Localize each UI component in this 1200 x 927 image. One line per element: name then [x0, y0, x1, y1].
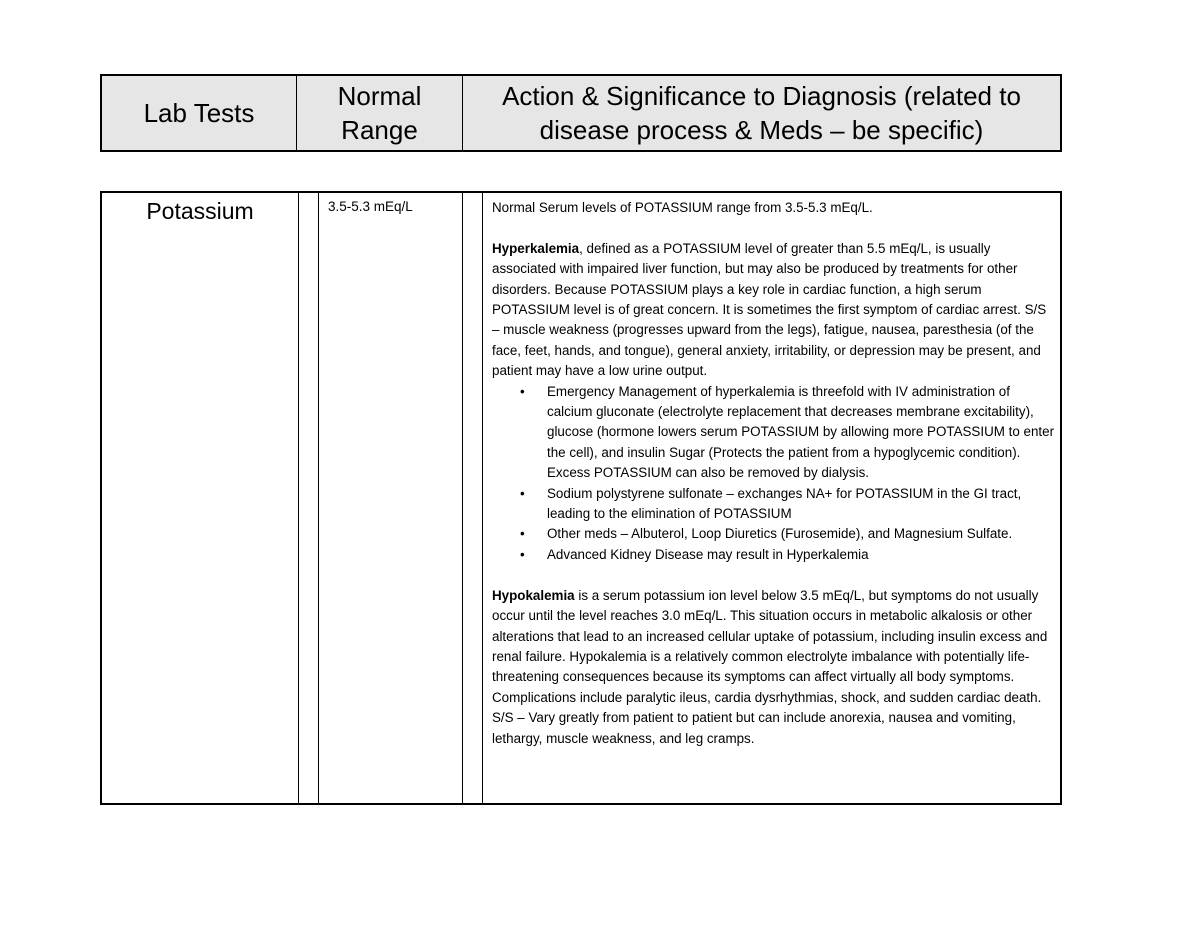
bullet-icon: •: [520, 485, 525, 501]
list-item: [520, 484, 1057, 525]
column-divider: [462, 193, 463, 803]
header-action-line2: disease process & Meds – be specific): [539, 115, 984, 145]
list-item-text: Advanced Kidney Disease may result in Hyperkalemia: [547, 546, 869, 562]
header-table: [100, 74, 1062, 152]
list-item: [520, 545, 1057, 565]
bullet-icon: •: [520, 546, 525, 562]
hyperkalemia-text: , defined as a POTASSIUM level of greater than 5.5 mEq/L, is usually associated with impaired liver function, but may also be produced by treatments for other disorders. Because POTASSIUM plays a key role in cardiac function, a high serum POTASSIUM level is of great concern. It is sometimes the first symptom of cardiac arrest. S/S – muscle weakness (progresses upward from the legs), fatigue, nausea, paresthesia (of the face, feet, hands, and tongue), general anxiety, irritability, or depression may be present, and patient may have a low urine output.: [492, 240, 1047, 379]
header-normal-range: [297, 76, 463, 150]
hyperkalemia-bullet-list: [492, 382, 1057, 566]
list-item: [520, 524, 1057, 544]
normal-range-value: 3.5-5.3 mEq/L: [328, 199, 413, 214]
hypokalemia-text: is a serum potassium ion level below 3.5 mEq/L, but symptoms do not usually occur until the level reaches 3.0 mEq/L. This situation occurs in metabolic alkalosis or other alterations that lead to an increased cellular uptake of potassium, including insulin excess and renal failure. Hypokalemia is a relatively common electrolyte imbalance with potentially life-threatening consequences because its symptoms can affect virtually all body symptoms. Complications include paralytic ileus, cardia dysrhythmias, shock, and sudden cardiac death. S/S – Vary greatly from patient to patient but can include anorexia, nausea and vomiting, lethargy, muscle weakness, and leg cramps.: [492, 587, 1048, 746]
hyperkalemia-paragraph: [492, 239, 1057, 382]
header-lab-tests-label: Lab Tests: [143, 98, 255, 128]
list-item-text: Other meds – Albuterol, Loop Diuretics (Furosemide), and Magnesium Sulfate.: [547, 526, 1013, 542]
list-item-text: Sodium polystyrene sulfonate – exchanges NA+ for POTASSIUM in the GI tract, leading to the elimination of POTASSIUM: [547, 485, 1022, 522]
action-significance-text: [492, 198, 1057, 749]
intro-text: Normal Serum levels of POTASSIUM range from 3.5-5.3 mEq/L.: [492, 200, 873, 215]
column-divider: [318, 193, 319, 803]
list-item: [520, 382, 1057, 484]
bullet-icon: •: [520, 526, 525, 542]
hypokalemia-term: Hypokalemia: [492, 587, 575, 603]
header-action-line1: Action & Significance to Diagnosis (related to: [502, 81, 1021, 111]
test-name: Potassium: [146, 198, 254, 224]
bullet-icon: •: [520, 383, 525, 399]
lab-test-table: [100, 191, 1062, 805]
header-action-significance: [463, 76, 1060, 150]
header-normal-range-line1: Normal: [337, 81, 422, 111]
column-divider: [482, 193, 483, 803]
hyperkalemia-term: Hyperkalemia: [492, 240, 580, 256]
header-normal-range-line2: Range: [341, 115, 418, 145]
hypokalemia-paragraph: [492, 586, 1057, 749]
list-item-text: Emergency Management of hyperkalemia is threefold with IV administration of calcium gluconate (electrolyte replacement that decreases membrane excitability), glucose (hormone lowers serum POTASSIUM by allowing more POTASSIUM to enter the cell), and insulin Sugar (Protects the patient from a hypoglycemic condition). Excess POTASSIUM can also be removed by dialysis.: [547, 383, 1055, 481]
header-lab-tests: [102, 76, 297, 150]
column-divider: [298, 193, 299, 803]
